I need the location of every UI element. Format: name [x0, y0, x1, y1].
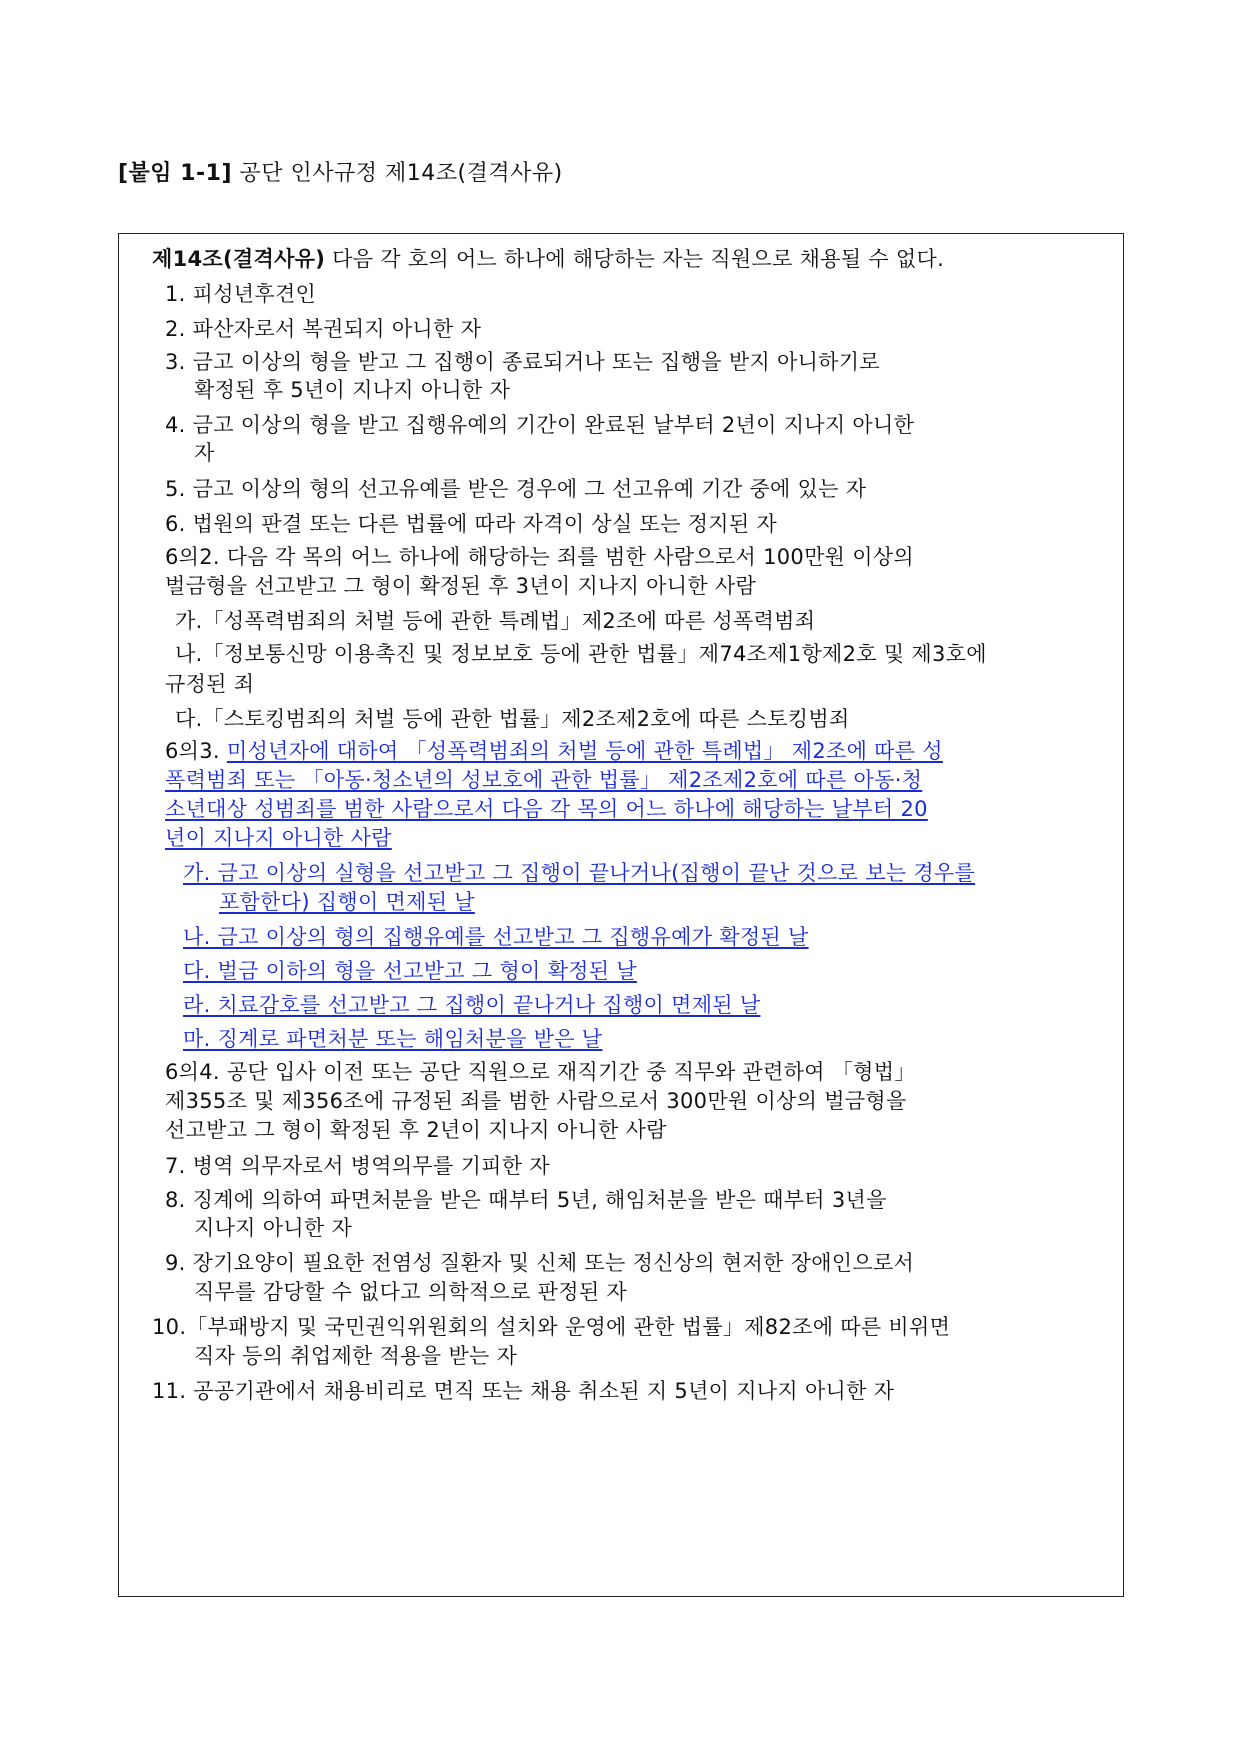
item-6-3: 6의3. 미성년자에 대하여 「성폭력범죄의 처벌 등에 관한 특례법」 제2조에 따른 성 [165, 739, 943, 763]
article-intro: 다음 각 호의 어느 하나에 해당하는 자는 직원으로 채용될 수 없다. [325, 247, 945, 271]
item-5: 5. 금고 이상의 형의 선고유예를 받은 경우에 그 선고유예 기간 중에 있는 자 [165, 477, 867, 501]
item-6-3-da: 다. 벌금 이하의 형을 선고받고 그 형이 확정된 날 [183, 959, 637, 983]
item-6-2: 6의2. 다음 각 목의 어느 하나에 해당하는 죄를 범한 사람으로서 100만원 이상의 [165, 545, 914, 569]
item-6-4: 6의4. 공단 입사 이전 또는 공단 직원으로 재직기간 중 직무와 관련하여 「형법」 [165, 1060, 916, 1084]
item-3-cont: 확정된 후 5년이 지나지 아니한 자 [194, 378, 511, 402]
item-9: 9. 장기요양이 필요한 전염성 질환자 및 신체 또는 정신상의 현저한 장애인으로서 [165, 1251, 915, 1275]
item-10-cont: 직자 등의 취업제한 적용을 받는 자 [194, 1344, 518, 1368]
item-7: 7. 병역 의무자로서 병역의무를 기피한 자 [165, 1154, 550, 1178]
item-6-2-na: 나.「정보통신망 이용촉진 및 정보보호 등에 관한 법률」제74조제1항제2호 및 제3호에 [175, 642, 987, 666]
item-8: 8. 징계에 의하여 파면처분을 받은 때부터 5년, 해임처분을 받은 때부터 3년을 [165, 1188, 887, 1212]
item-8-cont: 지나지 아니한 자 [194, 1216, 353, 1240]
item-6-2-da: 다.「스토킹범죄의 처벌 등에 관한 법률」제2조제2호에 따른 스토킹범죄 [175, 707, 850, 731]
item-1: 1. 피성년후견인 [165, 282, 317, 306]
item-6-3-ga: 가. 금고 이상의 실형을 선고받고 그 집행이 끝나거나(집행이 끝난 것으로 보는 경우를 [183, 861, 976, 885]
item-6-3-ra: 라. 치료감호를 선고받고 그 집행이 끝나거나 집행이 면제된 날 [183, 993, 761, 1017]
attachment-label: [붙임 1-1] [118, 161, 233, 186]
item-6-2-cont: 벌금형을 선고받고 그 형이 확정된 후 3년이 지나지 아니한 사람 [165, 574, 757, 598]
item-6-3-ga-cont: 포함한다) 집행이 면제된 날 [219, 890, 475, 914]
document-title: 공단 인사규정 제14조(결격사유) [239, 161, 563, 186]
item-6-3-ma: 마. 징계로 파면처분 또는 해임처분을 받은 날 [183, 1027, 603, 1051]
item-6-4-cont-2: 선고받고 그 형이 확정된 후 2년이 지나지 아니한 사람 [165, 1118, 667, 1142]
item-6-2-na-cont: 규정된 죄 [165, 672, 255, 696]
item-6-4-cont-1: 제355조 및 제356조에 규정된 죄를 범한 사람으로서 300만원 이상의 벌금형을 [165, 1089, 907, 1113]
page-header [118, 156, 563, 187]
article-box [118, 233, 1124, 1597]
item-2: 2. 파산자로서 복권되지 아니한 자 [165, 317, 482, 341]
item-6-3-cont-3: 년이 지나지 아니한 사람 [165, 826, 392, 850]
item-3: 3. 금고 이상의 형을 받고 그 집행이 종료되거나 또는 집행을 받지 아니하기로 [165, 350, 880, 374]
article-heading-line [152, 244, 944, 274]
item-6-2-ga: 가.「성폭력범죄의 처벌 등에 관한 특례법」제2조에 따른 성폭력범죄 [175, 609, 816, 633]
item-6-3-text: 미성년자에 대하여 「성폭력범죄의 처벌 등에 관한 특례법」 제2조에 따른 성 [226, 739, 943, 763]
item-6-3-na: 나. 금고 이상의 형의 집행유예를 선고받고 그 집행유예가 확정된 날 [183, 925, 809, 949]
item-11: 11. 공공기관에서 채용비리로 면직 또는 채용 취소된 지 5년이 지나지 아니한 자 [152, 1379, 895, 1403]
article-head: 제14조(결격사유) [152, 247, 326, 271]
item-6-3-cont-1: 폭력범죄 또는 「아동·청소년의 성보호에 관한 법률」 제2조제2호에 따른 아동·청 [165, 768, 923, 792]
item-4: 4. 금고 이상의 형을 받고 집행유예의 기간이 완료된 날부터 2년이 지나지 아니한 [165, 413, 915, 437]
item-6-3-cont-2: 소년대상 성범죄를 범한 사람으로서 다음 각 목의 어느 하나에 해당하는 날부터 20 [165, 797, 928, 821]
item-4-cont: 자 [194, 441, 215, 465]
item-9-cont: 직무를 감당할 수 없다고 의학적으로 판정된 자 [194, 1280, 627, 1304]
item-10: 10.「부패방지 및 국민권익위원회의 설치와 운영에 관한 법률」제82조에 따른 비위면 [152, 1315, 951, 1339]
item-6: 6. 법원의 판결 또는 다른 법률에 따라 자격이 상실 또는 정지된 자 [165, 512, 778, 536]
